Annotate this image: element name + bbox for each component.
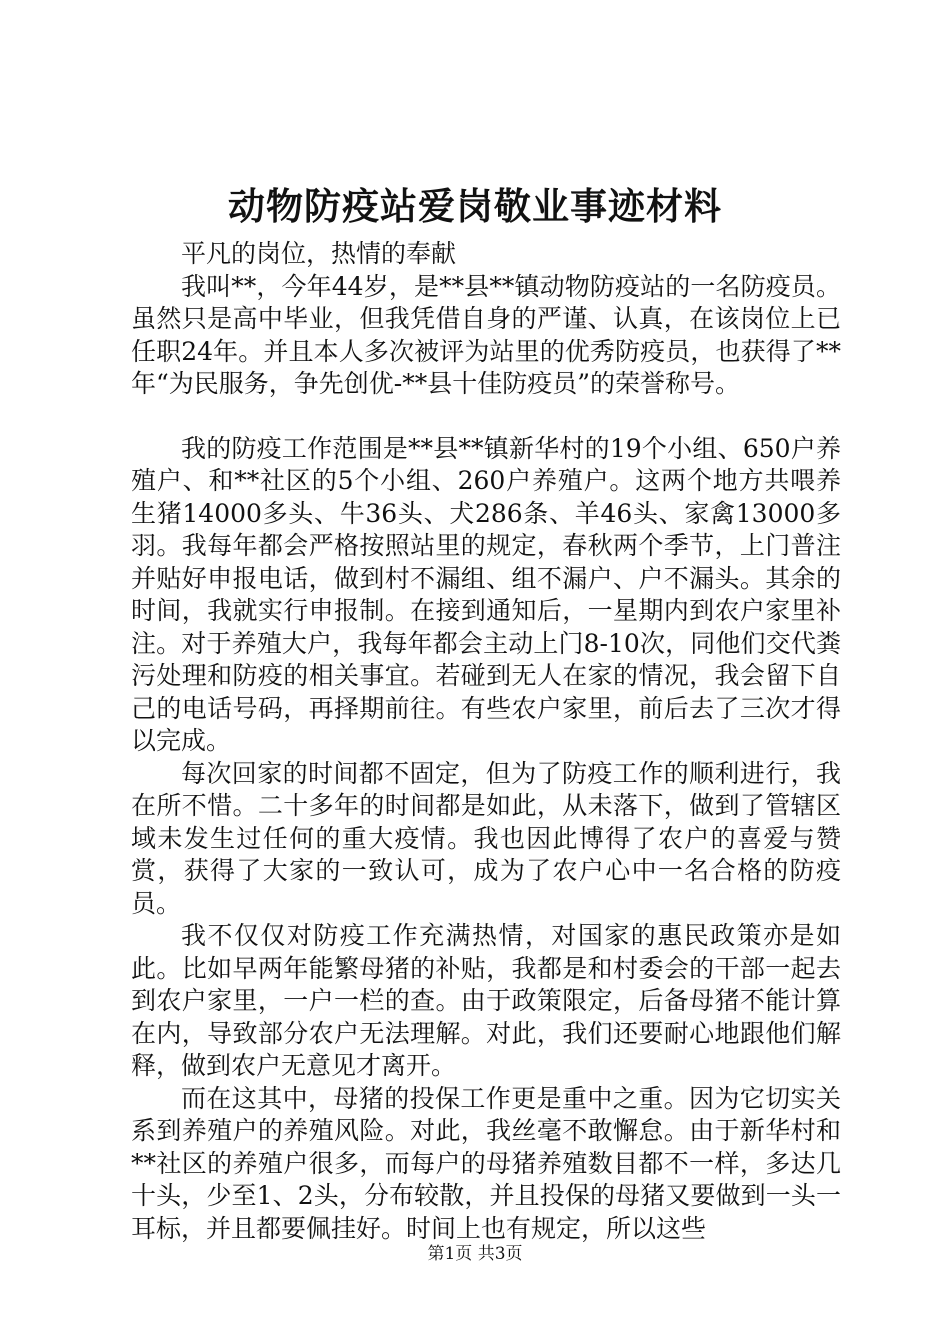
paragraph-work-scope: 我的防疫工作范围是**县**镇新华村的19个小组、650户养殖户、和**社区的5个小组、260户养殖户。这两个地方共喂养生猪14000多头、牛36头、犬286条、羊46头、家禽13000多羽。我每年都会严格按照站里的规定，春秋两个季节，上门普注并贴好申报电话，做到村不漏组、组不漏户、户不漏头。其余的时间，我就实行申报制。在接到通知后，一星期内到农户家里补注。对于养殖大户，我每年都会主动上门8-10次，同他们交代粪污处理和防疫的相关事宜。若碰到无人在家的情况，我会留下自己的电话号码，再择期前往。有些农户家里，前后去了三次才得以完成。 xyxy=(131,433,841,755)
page-number-footer: 第1页 共3页 xyxy=(427,1244,523,1264)
paragraph-dedication: 每次回家的时间都不固定，但为了防疫工作的顺利进行，我在所不惜。二十多年的时间都是如此，从未落下，做到了管辖区域未发生过任何的重大疫情。我也因此博得了农户的喜爱与赞赏，获得了大家的一致认可，成为了农户心中一名合格的防疫员。 xyxy=(131,758,841,918)
paragraph-insurance: 而在这其中，母猪的投保工作更是重中之重。因为它切实关系到养殖户的养殖风险。对此，我丝毫不敢懈怠。由于新华村和**社区的养殖户很多，而每户的母猪养殖数目都不一样，多达几十头，少至1、2头，分布较散，并且投保的母猪又要做到一头一耳标，并且都要佩挂好。时间上也有规定，所以这些 xyxy=(131,1083,841,1243)
document-title: 动物防疫站爱岗敬业事迹材料 xyxy=(228,185,722,228)
paragraph-introduction: 我叫**，今年44岁，是**县**镇动物防疫站的一名防疫员。虽然只是高中毕业，但我凭借自身的严谨、认真，在该岗位上已任职24年。并且本人多次被评为站里的优秀防疫员，也获得了**年“为民服务，争先创优-**县十佳防疫员”的荣誉称号。 xyxy=(131,271,841,398)
paragraph-policy: 我不仅仅对防疫工作充满热情，对国家的惠民政策亦是如此。比如早两年能繁母猪的补贴，我都是和村委会的干部一起去到农户家里，一户一栏的查。由于政策限定，后备母猪不能计算在内，导致部分农户无法理解。对此，我们还要耐心地跟他们解释，做到农户无意见才离开。 xyxy=(131,921,841,1080)
document-subtitle: 平凡的岗位，热情的奉献 xyxy=(181,239,457,268)
document-body xyxy=(131,238,841,1245)
